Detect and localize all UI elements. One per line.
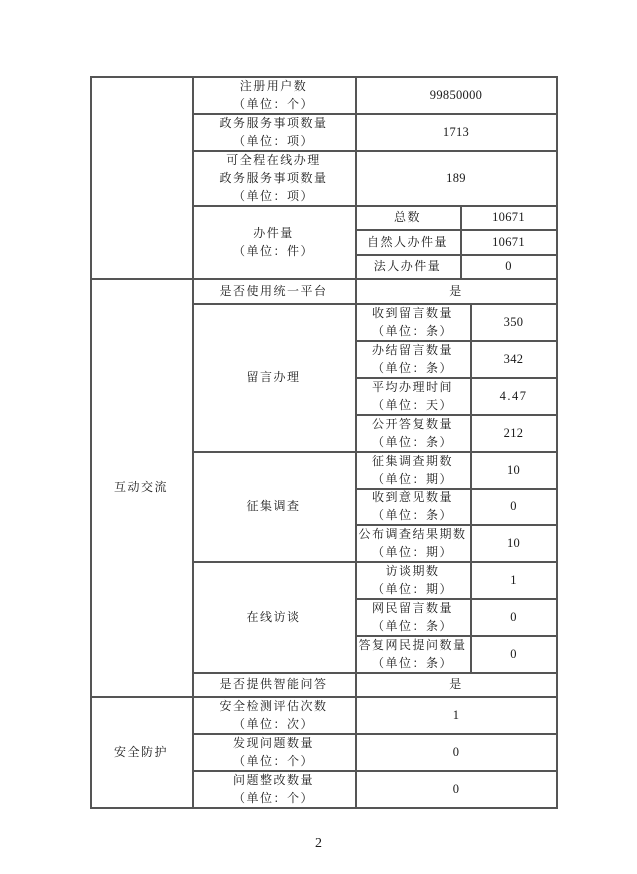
label-line: 网民留言数量 [371, 600, 453, 615]
value: 是 [449, 283, 463, 298]
interview-periods-value [470, 561, 557, 598]
survey-periods-value [470, 451, 557, 488]
netizen-replies-label [355, 635, 470, 672]
label-line: 注册用户数 [239, 78, 308, 93]
security-checks-label [192, 696, 355, 733]
page-number: 2 [315, 836, 322, 851]
case-total-label [355, 205, 460, 229]
value: 4.47 [499, 388, 528, 403]
case-natural-person-label [355, 229, 460, 254]
value: 350 [503, 314, 524, 329]
online-service-items-label [192, 150, 355, 205]
case-legal-person-value [460, 254, 557, 278]
netizen-messages-label [355, 598, 470, 635]
label-line: 法人办件量 [373, 259, 442, 273]
unit-line: （单位：期） [371, 581, 453, 596]
messages-received-label [355, 303, 470, 340]
unit-line: （单位：期） [371, 471, 453, 486]
unit-line: （单位：件） [232, 243, 314, 258]
smart-qa-label [192, 672, 355, 696]
label-line: 征集调查期数 [371, 453, 453, 468]
messages-closed-label [355, 340, 470, 377]
case-natural-person-value [460, 229, 557, 254]
unit-line: （单位：项） [232, 188, 314, 203]
label-line: 办件量 [253, 225, 294, 240]
public-replies-value [470, 414, 557, 451]
opinions-received-value [470, 488, 557, 524]
opinions-received-label [355, 488, 470, 524]
label-line: 办结留言数量 [371, 342, 453, 357]
avg-handling-time-value [470, 377, 557, 414]
value: 是 [449, 677, 463, 691]
label-line: 留言办理 [246, 370, 301, 384]
issues-found-label [192, 733, 355, 770]
label-line: 公开答复数量 [371, 416, 453, 431]
online-service-items-value [355, 150, 557, 205]
issues-fixed-label [192, 770, 355, 808]
label-line: 访谈期数 [385, 563, 440, 578]
label-line: 总数 [393, 210, 421, 224]
security-section-label [90, 696, 192, 808]
interaction-section-label [90, 278, 192, 696]
registered-users-label [192, 76, 355, 113]
value: 1 [452, 707, 460, 722]
unified-platform-label [192, 278, 355, 303]
unit-line: （单位：条） [371, 434, 453, 449]
label-line: 是否使用统一平台 [219, 283, 328, 298]
public-replies-label [355, 414, 470, 451]
service-items-value [355, 113, 557, 150]
unit-line: （单位：项） [232, 133, 314, 148]
unit-line: （单位：个） [232, 753, 314, 768]
messages-closed-value [470, 340, 557, 377]
survey-results-published-value [470, 524, 557, 561]
unit-line: （单位：个） [232, 791, 314, 805]
interview-periods-label [355, 561, 470, 598]
value: 10671 [492, 234, 525, 249]
unit-line: （单位：条） [371, 655, 453, 670]
label-line: 政务服务事项数量 [219, 170, 328, 185]
value: 0 [510, 646, 517, 661]
unit-line: （单位：条） [371, 360, 453, 375]
label-line: 收到留言数量 [371, 305, 453, 320]
issues-found-value [355, 733, 557, 770]
label-line: 平均办理时间 [371, 379, 453, 394]
service-items-label [192, 113, 355, 150]
label-line: 安全检测评估次数 [219, 698, 328, 713]
security-checks-value [355, 696, 557, 733]
unified-platform-value [355, 278, 557, 303]
survey-label [192, 451, 355, 561]
section-label: 安全防护 [113, 745, 168, 759]
unit-line: （单位：条） [371, 323, 453, 338]
unit-line: （单位：条） [371, 508, 453, 522]
survey-results-published-label [355, 524, 470, 561]
value: 0 [510, 499, 517, 513]
label-line: 收到意见数量 [371, 490, 453, 504]
value: 342 [503, 351, 524, 366]
label-line: 自然人办件量 [366, 234, 448, 249]
unit-line: （单位：天） [371, 397, 453, 412]
netizen-messages-value [470, 598, 557, 635]
survey-periods-label [355, 451, 470, 488]
case-total-value [460, 205, 557, 229]
value: 1713 [442, 124, 470, 139]
value: 10 [506, 462, 521, 477]
value: 0 [510, 609, 517, 624]
label-line: 是否提供智能问答 [219, 677, 328, 691]
unit-line: （单位：个） [232, 96, 314, 111]
messages-received-value [470, 303, 557, 340]
case-volume-label [192, 205, 355, 278]
section-label: 互动交流 [113, 480, 168, 494]
value: 10 [506, 535, 521, 550]
unit-line: （单位：条） [371, 618, 453, 633]
label-line: 政务服务事项数量 [219, 115, 328, 130]
unit-line: （单位：期） [371, 544, 453, 559]
label-line: 答复网民提问数量 [358, 637, 467, 652]
label-line: 发现问题数量 [232, 735, 314, 750]
value: 1 [510, 572, 517, 587]
value: 0 [505, 259, 512, 273]
value: 0 [452, 744, 460, 759]
value: 10671 [492, 210, 525, 224]
registered-users-value [355, 76, 557, 113]
value: 189 [446, 170, 466, 185]
label-line: 公布调查结果期数 [358, 526, 467, 541]
value: 212 [503, 425, 524, 440]
group-top-label [90, 76, 192, 278]
unit-line: （单位：次） [232, 716, 314, 731]
interview-label [192, 561, 355, 672]
smart-qa-value [355, 672, 557, 696]
label-line: 在线访谈 [246, 609, 301, 624]
value: 99850000 [429, 87, 483, 102]
value: 0 [452, 782, 460, 796]
case-legal-person-label [355, 254, 460, 278]
issues-fixed-value [355, 770, 557, 808]
message-handling-label [192, 303, 355, 451]
avg-handling-time-label [355, 377, 470, 414]
netizen-replies-value [470, 635, 557, 672]
label-line: 可全程在线办理 [226, 152, 321, 167]
label-line: 征集调查 [246, 499, 301, 513]
label-line: 问题整改数量 [232, 773, 314, 787]
